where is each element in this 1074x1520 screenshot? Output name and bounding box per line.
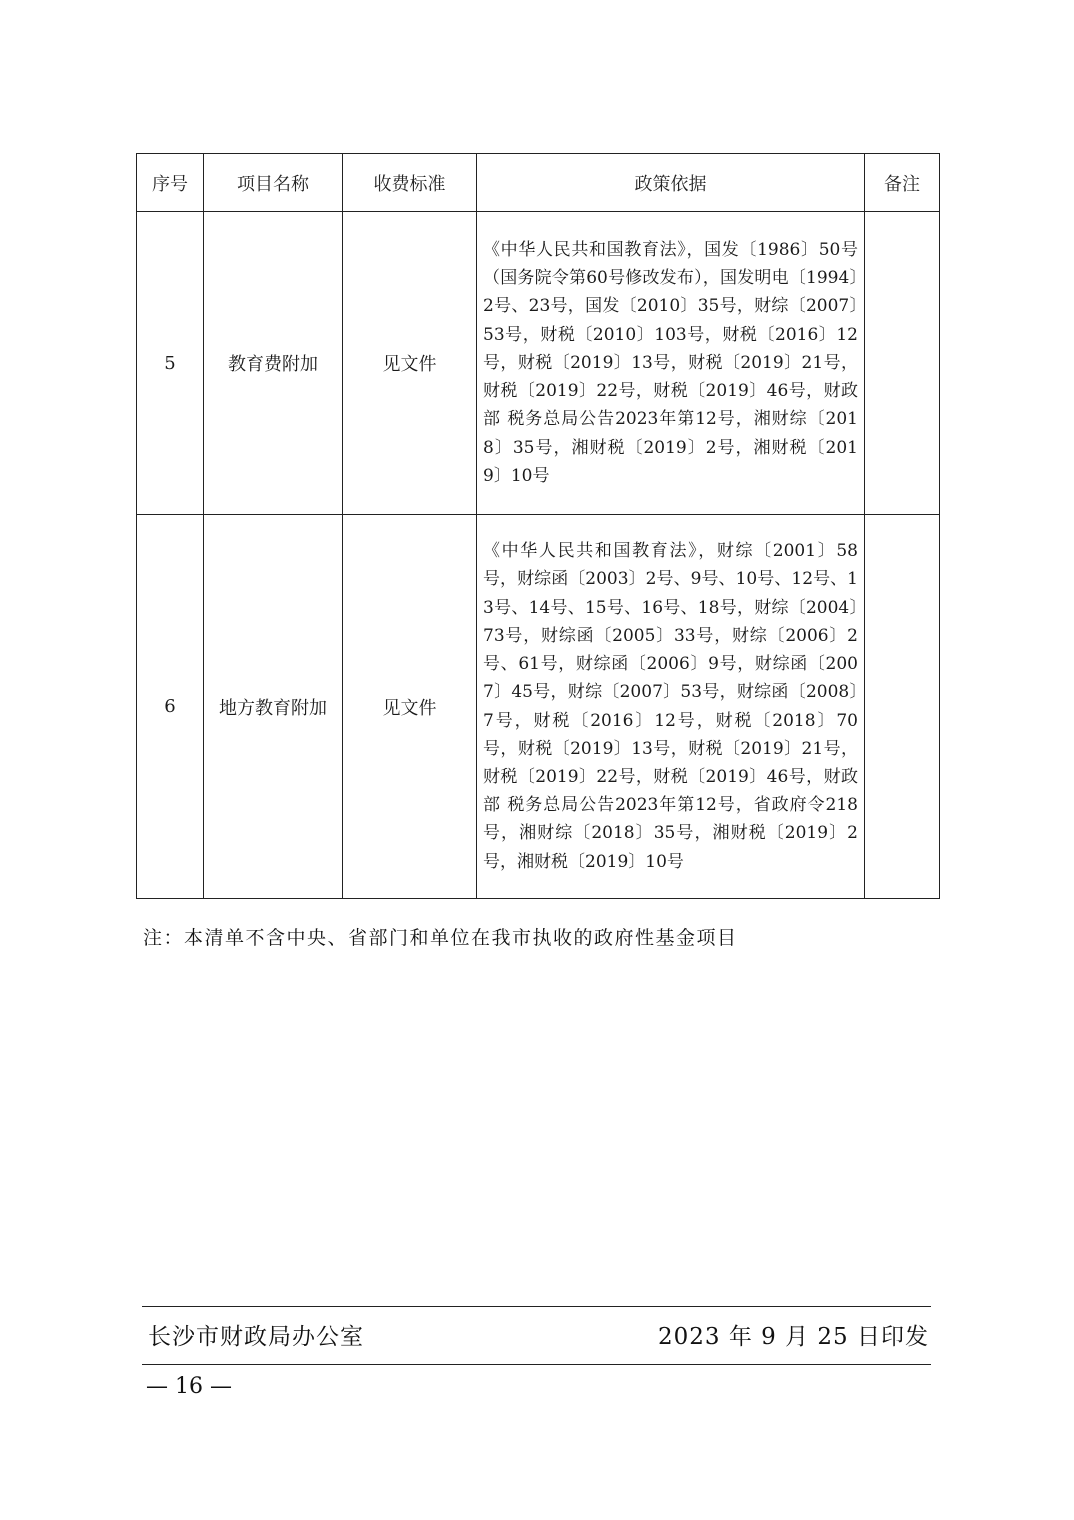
- issuing-office: 长沙市财政局办公室: [148, 1324, 364, 1350]
- table-body: [137, 212, 940, 899]
- header-standard: 收费标准: [343, 154, 477, 212]
- header-remarks: 备注: [865, 154, 940, 212]
- table-row: [137, 212, 940, 515]
- header-basis: 政策依据: [477, 154, 865, 212]
- header-no: 序号: [137, 154, 204, 212]
- header-row: [137, 154, 940, 212]
- basis-text: 《中华人民共和国教育法》，财综〔2001〕58号，财综函〔2003〕2号、9号、10号、12号、13号、14号、15号、16号、18号，财综〔2004〕73号，财综函〔2005〕33号，财综〔2006〕2号、61号，财综函〔2006〕9号，财综函〔2007〕45号，财综〔2007〕53号，财综函〔2008〕7号，财税〔2016〕12号，财税〔2018〕70号，财税〔2019〕13号，财税〔2019〕21号，财税〔2019〕22号，财税〔2019〕46号，财政部 税务总局公告2023年第12号，省政府令218号，湘财综〔2018〕35号，湘财税〔2019〕2号，湘财税〔2019〕10号: [483, 541, 858, 872]
- page-number: — 16 —: [146, 1374, 232, 1399]
- table-note: 注：本清单不含中央、省部门和单位在我市执收的政府性基金项目: [143, 927, 738, 949]
- footer-top-rule: [142, 1306, 931, 1307]
- cell-remarks: [865, 515, 940, 899]
- fund-list-table: [136, 153, 940, 899]
- cell-no: 6: [137, 515, 204, 899]
- cell-no: 5: [137, 212, 204, 515]
- header-name: 项目名称: [204, 154, 343, 212]
- cell-name: 地方教育附加: [204, 515, 343, 899]
- cell-name: 教育费附加: [204, 212, 343, 515]
- basis-text: 《中华人民共和国教育法》，国发〔1986〕50号（国务院令第60号修改发布），国发明电〔1994〕2号、23号，国发〔2010〕35号，财综〔2007〕53号，财税〔2010〕103号，财税〔2016〕12号，财税〔2019〕13号，财税〔2019〕21号，财税〔2019〕22号，财税〔2019〕46号，财政部 税务总局公告2023年第12号，湘财综〔2018〕35号，湘财税〔2019〕2号，湘财税〔2019〕10号: [483, 240, 858, 486]
- cell-basis: [477, 212, 865, 515]
- table-header: [137, 154, 940, 212]
- footer-bottom-rule: [142, 1364, 931, 1365]
- cell-standard: 见文件: [343, 515, 477, 899]
- cell-standard: 见文件: [343, 212, 477, 515]
- cell-remarks: [865, 212, 940, 515]
- issue-date: 2023 年 9 月 25 日印发: [658, 1324, 929, 1350]
- table-row: [137, 515, 940, 899]
- cell-basis: [477, 515, 865, 899]
